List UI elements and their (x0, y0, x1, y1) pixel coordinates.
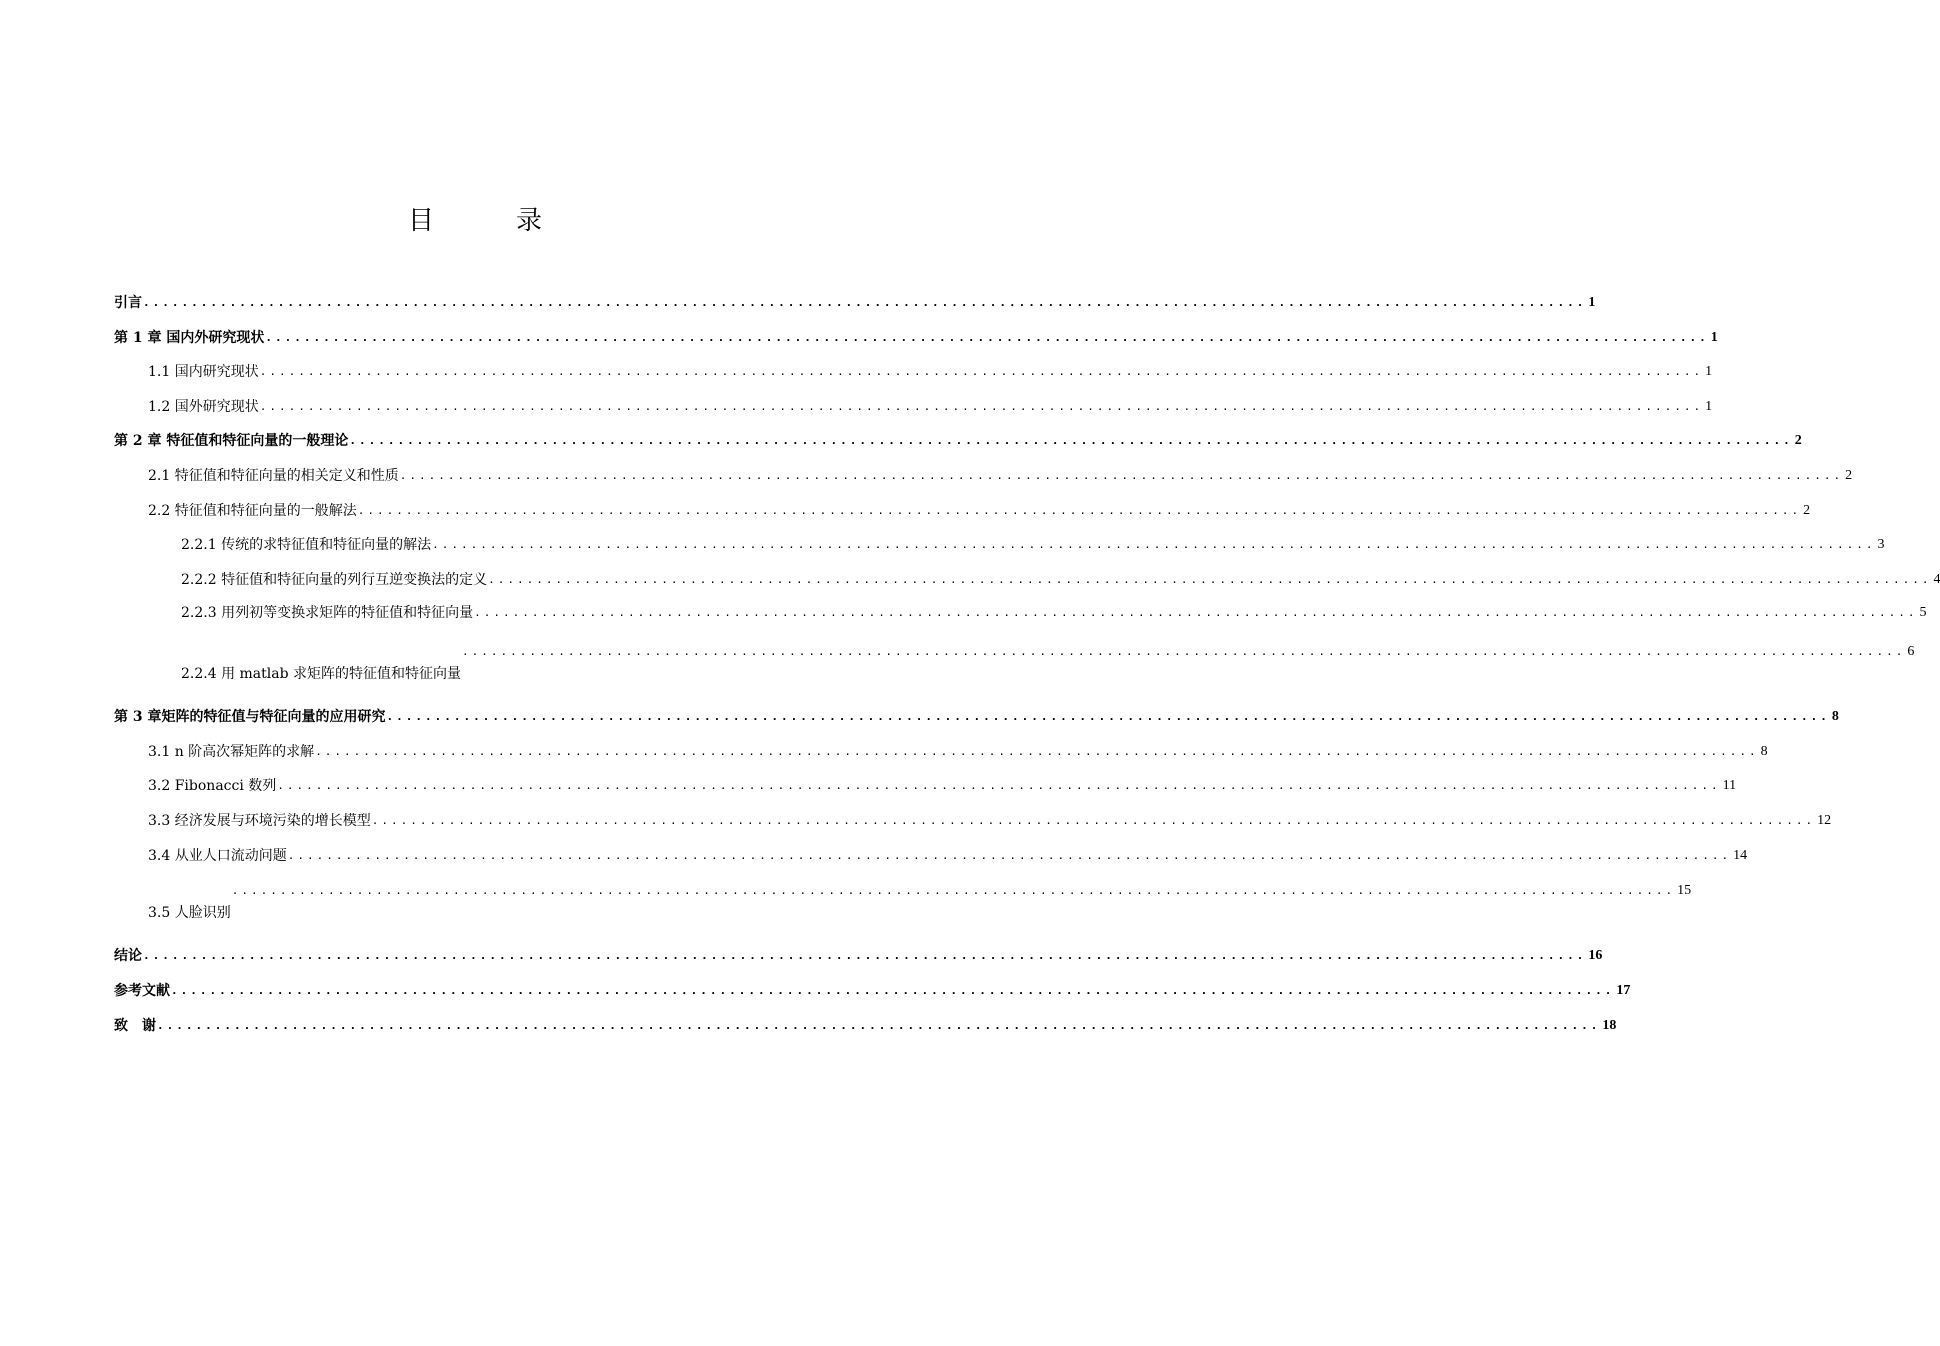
toc-page-number: 2 (1794, 433, 1802, 448)
toc-leader: ...................................................................................................................................................... (171, 984, 1615, 997)
toc-leader: ...................................................................................................................................................... (386, 710, 1830, 723)
toc-page-number: 5 (1919, 605, 1927, 620)
toc-leader: ...................................................................................................................................................... (259, 365, 1704, 378)
toc-page-number: 6 (1907, 644, 1915, 659)
toc-page-number: 15 (1677, 883, 1692, 898)
toc-leader: ...................................................................................................................................................... (462, 645, 1906, 658)
toc-entry-label: 3.3 经济发展与环境污染的增长模型 (148, 813, 371, 829)
toc-entry-2-2-3[interactable] (181, 598, 1927, 622)
toc-entry-2-2[interactable] (148, 496, 1811, 520)
toc-page-number: 3 (1877, 537, 1885, 552)
toc-page-number: 8 (1760, 744, 1768, 759)
toc-entry-intro[interactable] (114, 288, 1596, 312)
toc-page-number: 2 (1803, 503, 1811, 518)
toc-page-number: 12 (1817, 813, 1832, 828)
toc-page-number: 1 (1710, 330, 1718, 345)
toc-entry-chapter-2[interactable] (114, 426, 1802, 450)
toc-leader: ...................................................................................................................................................... (265, 331, 1709, 344)
toc-leader: ...................................................................................................................................................... (399, 469, 1844, 482)
toc-leader: ...................................................................................................................................................... (157, 1019, 1601, 1032)
toc-page-number: 8 (1831, 709, 1839, 724)
toc-leader: ...................................................................................................................................................... (277, 779, 1721, 792)
toc-page-number: 11 (1722, 778, 1737, 793)
toc-entry-label: 第 3 章矩阵的特征值与特征向量的应用研究 (114, 709, 386, 725)
toc-entry-2-2-2[interactable] (181, 565, 1940, 589)
toc-entry-1-2[interactable] (148, 392, 1713, 416)
toc-entry-label: 引言 (114, 295, 142, 311)
toc-leader: ...................................................................................................................................................... (143, 296, 1587, 309)
toc-page-number: 17 (1616, 983, 1631, 998)
toc-leader: ...................................................................................................................................................... (315, 745, 1759, 758)
toc-entry-label: 第 2 章 特征值和特征向量的一般理论 (114, 433, 349, 449)
toc-entry-chapter-3[interactable] (114, 702, 1839, 726)
toc-entry-3-1[interactable] (148, 737, 1768, 761)
toc-entry-chapter-1[interactable] (114, 323, 1718, 347)
toc-page-number: 16 (1588, 948, 1603, 963)
toc-entry-3-3[interactable] (148, 806, 1832, 830)
toc-leader: ...................................................................................................................................................... (287, 849, 1732, 862)
toc-page-number: 4 (1933, 572, 1940, 587)
page-title: 目 录 (407, 206, 570, 236)
toc-leader: ...................................................................................................................................................... (432, 538, 1876, 551)
toc-entry-1-1[interactable] (148, 357, 1713, 381)
toc-entry-acknowledgements[interactable] (114, 1011, 1617, 1035)
toc-entry-label: 致 谢 (114, 1018, 156, 1034)
toc-page-number: 2 (1845, 468, 1853, 483)
toc-leader: ...................................................................................................................................................... (143, 949, 1587, 962)
toc-entry-label: 1.2 国外研究现状 (148, 399, 259, 415)
toc-entry-label: 2.2.3 用列初等变换求矩阵的特征值和特征向量 (181, 605, 474, 621)
toc-leader: ...................................................................................................................................................... (371, 814, 1816, 827)
toc-page-number: 1 (1588, 295, 1596, 310)
toc-entry-label: 3.1 n 阶高次幂矩阵的求解 (148, 744, 315, 760)
toc-entry-2-2-1[interactable] (181, 530, 1885, 554)
toc-entry-label: 3.4 从业人口流动问题 (148, 848, 287, 864)
toc-leader: ...................................................................................................................................................... (474, 606, 1918, 619)
toc-entry-3-4[interactable] (148, 841, 1748, 865)
toc-leader: ...................................................................................................................................................... (349, 434, 1793, 447)
toc-entry-label: 3.5 人脸识别 (148, 905, 231, 921)
toc-leader: ...................................................................................................................................................... (357, 504, 1802, 517)
toc-entry-label: 2.2.2 特征值和特征向量的列行互逆变换法的定义 (181, 572, 488, 588)
toc-entry-label: 第 1 章 国内外研究现状 (114, 330, 265, 346)
toc-entry-label: 2.2 特征值和特征向量的一般解法 (148, 503, 357, 519)
toc-page-number: 1 (1705, 399, 1713, 414)
toc-page-number: 1 (1705, 364, 1713, 379)
toc-entry-label: 参考文献 (114, 983, 170, 999)
toc-leader: ...................................................................................................................................................... (488, 573, 1932, 586)
toc-entry-2-1[interactable] (148, 461, 1853, 485)
toc-entry-3-2[interactable] (148, 771, 1737, 795)
toc-entry-3-5[interactable] (148, 882, 1692, 922)
toc-leader: ...................................................................................................................................................... (259, 400, 1704, 413)
toc-page-number: 14 (1733, 848, 1748, 863)
toc-entry-label: 2.1 特征值和特征向量的相关定义和性质 (148, 468, 399, 484)
toc-entry-label: 2.2.4 用 matlab 求矩阵的特征值和特征向量 (181, 666, 462, 682)
toc-entry-references[interactable] (114, 976, 1631, 1000)
toc-entry-conclusion[interactable] (114, 941, 1603, 965)
toc-entry-label: 2.2.1 传统的求特征值和特征向量的解法 (181, 537, 432, 553)
toc-entry-label: 3.2 Fibonacci 数列 (148, 778, 277, 794)
toc-leader: ...................................................................................................................................................... (231, 884, 1676, 897)
toc-entry-label: 1.1 国内研究现状 (148, 364, 259, 380)
toc-entry-label: 结论 (114, 948, 142, 964)
toc-entry-2-2-4[interactable] (181, 643, 1915, 683)
toc-page-number: 18 (1602, 1018, 1617, 1033)
